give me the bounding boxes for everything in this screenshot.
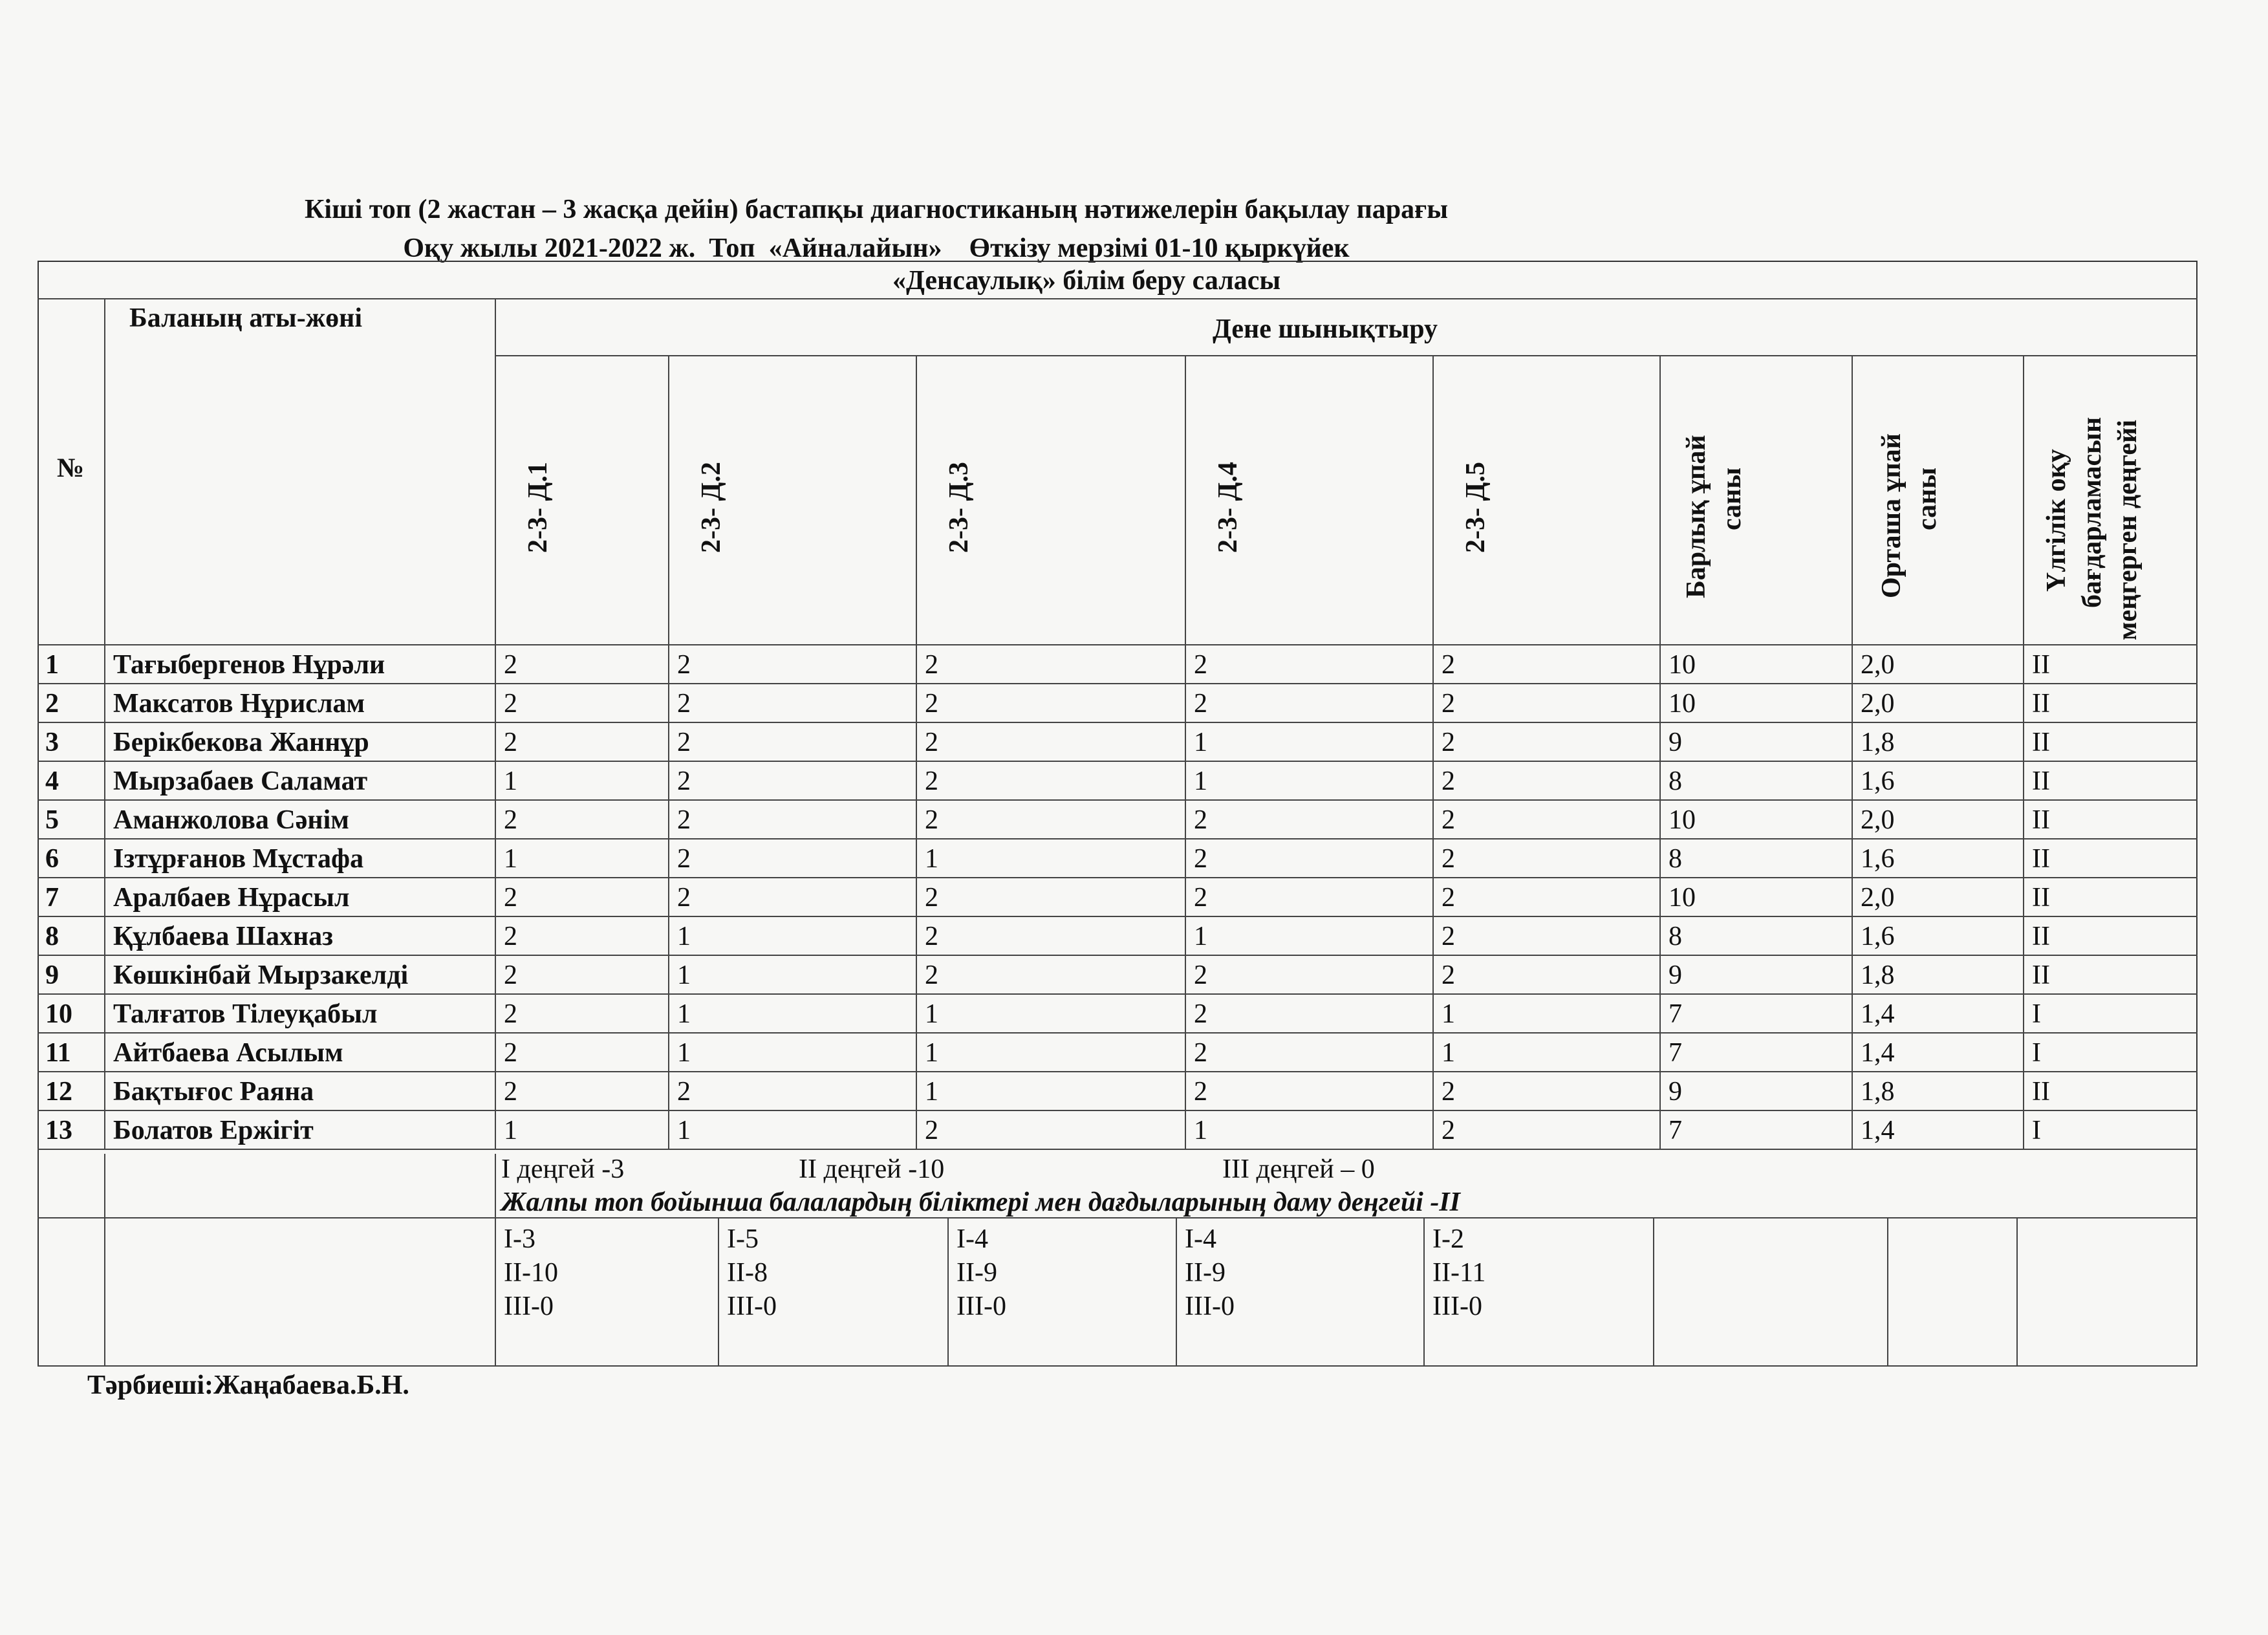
score-d2-cell [669,684,917,723]
avg-score: 1,8 [1861,728,1895,757]
score-d4: 1 [1194,1116,1207,1145]
total-score: 10 [1669,883,1696,913]
mastery-level: II [2032,728,2050,757]
child-name: Максатов Нұрислам [113,689,365,719]
col-level-count: I-4 [956,1224,988,1254]
score-d5-cell [1434,762,1661,801]
score-d2: 1 [677,999,691,1029]
score-d1: 2 [504,728,517,757]
col-level-count: II-9 [956,1258,997,1288]
score-d3: 2 [925,883,938,913]
score-d2-cell [669,917,917,956]
score-d5: 2 [1442,922,1455,951]
avg-score: 1,4 [1861,1116,1895,1145]
mastery-level-cell [2024,1034,2198,1072]
score-d2-cell [669,1111,917,1150]
score-d4: 2 [1194,960,1207,990]
header-level-l1: Үлгілік оқу [2042,449,2071,592]
score-d5: 2 [1442,1077,1455,1107]
avg-score: 1,4 [1861,1038,1895,1068]
header-name-cell [105,299,496,645]
total-score: 7 [1669,1038,1682,1068]
score-d3-cell [917,839,1186,878]
col-level-count: II-11 [1432,1258,1486,1288]
score-d4-cell [1186,878,1434,917]
score-d1-cell [496,956,669,995]
summary-level3: III деңгей – 0 [1222,1154,1375,1184]
row-number: 1 [45,650,59,680]
score-d1: 1 [504,844,517,874]
header-col-3: 2-3- Д.3 [944,462,974,553]
score-d2-cell [669,762,917,801]
row-number: 7 [45,883,59,913]
header-avg-l1: Орташа ұпай [1877,433,1906,598]
row-number: 9 [45,960,59,990]
mastery-level-cell [2024,1072,2198,1111]
col-level-count: II-8 [727,1258,768,1288]
score-d4-cell [1186,956,1434,995]
avg-score: 1,6 [1861,922,1895,951]
score-d1-cell [496,684,669,723]
score-d3: 2 [925,922,938,951]
col-level-count: I-3 [504,1224,535,1254]
total-score: 8 [1669,844,1682,874]
score-d2: 1 [677,1116,691,1145]
score-d4-cell [1186,684,1434,723]
score-d5-cell [1434,1111,1661,1150]
score-d5-cell [1434,645,1661,684]
avg-score: 1,6 [1861,844,1895,874]
col-level-count: III-0 [956,1292,1006,1321]
score-d1-cell [496,801,669,839]
total-score: 9 [1669,1077,1682,1107]
score-d1-cell [496,1072,669,1111]
score-d1-cell [496,723,669,762]
score-d2-cell [669,839,917,878]
score-d3: 2 [925,689,938,719]
score-d3-cell [917,1034,1186,1072]
score-d2-cell [669,995,917,1034]
row-number: 13 [45,1116,72,1145]
total-score-cell [1661,839,1853,878]
total-score: 7 [1669,999,1682,1029]
score-d3: 2 [925,728,938,757]
header-col-2: 2-3- Д.2 [697,462,726,553]
score-d4: 2 [1194,999,1207,1029]
score-d4-cell [1186,723,1434,762]
total-score: 8 [1669,922,1682,951]
score-d1: 1 [504,766,517,796]
score-d1-cell [496,995,669,1034]
col-level-count: II-10 [504,1258,558,1288]
score-d4: 1 [1194,922,1207,951]
score-d5: 2 [1442,766,1455,796]
score-d3: 2 [925,766,938,796]
score-d3-cell [917,1072,1186,1111]
score-d4-cell [1186,1034,1434,1072]
score-d3: 2 [925,805,938,835]
score-d2: 2 [677,728,691,757]
score-d3-cell [917,1111,1186,1150]
score-d3: 1 [925,1077,938,1107]
score-d4-cell [1186,995,1434,1034]
score-d4-cell [1186,801,1434,839]
score-d3-cell [917,801,1186,839]
score-d5-cell [1434,684,1661,723]
header-level-l2: бағдарламасын [2077,417,2107,608]
score-d3-cell [917,956,1186,995]
level-summary-cell [2018,1218,2198,1367]
child-name: Айтбаева Асылым [113,1038,343,1068]
score-d3: 2 [925,650,938,680]
mastery-level-cell [2024,956,2198,995]
mastery-level: II [2032,650,2050,680]
score-d4-cell [1186,1072,1434,1111]
mastery-level: II [2032,1077,2050,1107]
score-d3: 1 [925,844,938,874]
score-d5: 2 [1442,689,1455,719]
level-summary-cell [1888,1218,2018,1367]
child-name: Берікбекова Жаннұр [113,728,369,757]
score-d5: 1 [1442,1038,1455,1068]
score-d1: 2 [504,689,517,719]
col-level-count: III-0 [727,1292,777,1321]
score-d3-cell [917,762,1186,801]
score-d4: 2 [1194,1077,1207,1107]
score-d5: 2 [1442,728,1455,757]
summary-overall: Жалпы топ бойынша балалардың біліктері мен дағдыларының даму деңгейі -II [501,1187,1461,1217]
child-name: Бақтығос Раяна [113,1077,314,1107]
total-score: 10 [1669,805,1696,835]
mastery-level-cell [2024,645,2198,684]
score-d4: 2 [1194,689,1207,719]
score-d4: 2 [1194,650,1207,680]
total-score-cell [1661,1034,1853,1072]
total-score: 7 [1669,1116,1682,1145]
header-col-4: 2-3- Д.4 [1213,462,1243,553]
score-d2-cell [669,723,917,762]
mastery-level-cell [2024,839,2198,878]
header-col-1: 2-3- Д.1 [523,462,553,553]
mastery-level-cell [2024,1111,2198,1150]
child-name: Мырзабаев Саламат [113,766,368,796]
header-col-5: 2-3- Д.5 [1461,462,1491,553]
score-d1: 2 [504,883,517,913]
mastery-level: I [2032,999,2041,1029]
avg-score: 1,8 [1861,960,1895,990]
score-d2-cell [669,801,917,839]
score-d2: 2 [677,1077,691,1107]
score-d2: 2 [677,883,691,913]
summary-num-cell [38,1154,105,1218]
total-score-cell [1661,1072,1853,1111]
row-number: 3 [45,728,59,757]
score-d4: 2 [1194,805,1207,835]
score-d3-cell [917,917,1186,956]
score-d5-cell [1434,1072,1661,1111]
avg-score: 1,4 [1861,999,1895,1029]
title-line-1: Кіші топ (2 жастан – 3 жасқа дейін) бастапқы диагностиканың нәтижелерін бақылау парағы [304,195,1449,224]
mastery-level-cell [2024,878,2198,917]
row-number: 6 [45,844,59,874]
child-name: Тағыбергенов Нұрәли [113,650,385,680]
score-d5-cell [1434,839,1661,878]
score-d3-cell [917,878,1186,917]
score-d4-cell [1186,645,1434,684]
mastery-level: II [2032,689,2050,719]
mastery-level-cell [2024,684,2198,723]
child-name: Көшкінбай Мырзакелді [113,960,409,990]
score-d2: 2 [677,689,691,719]
score-d1: 2 [504,922,517,951]
child-name: Аралбаев Нұрасыл [113,883,350,913]
score-d1: 2 [504,1038,517,1068]
score-d1-cell [496,1034,669,1072]
score-d3: 1 [925,1038,938,1068]
score-d4-cell [1186,839,1434,878]
mastery-level-cell [2024,995,2198,1034]
score-d1: 2 [504,650,517,680]
summary-level2: II деңгей -10 [799,1154,945,1184]
row-number: 10 [45,999,72,1029]
col-level-count: II-9 [1185,1258,1226,1288]
summary-level1: I деңгей -3 [501,1154,625,1184]
row-number: 4 [45,766,59,796]
score-d2: 2 [677,844,691,874]
score-d1-cell [496,762,669,801]
level-summary-cell [105,1218,496,1367]
subject-title: Дене шынықтыру [1213,314,1438,344]
total-score: 9 [1669,728,1682,757]
score-d1: 2 [504,805,517,835]
total-score-cell [1661,723,1853,762]
mastery-level: II [2032,805,2050,835]
total-score: 10 [1669,650,1696,680]
score-d1: 1 [504,1116,517,1145]
score-d1-cell [496,1111,669,1150]
score-d1: 2 [504,1077,517,1107]
row-number: 2 [45,689,59,719]
col-level-count: I-4 [1185,1224,1216,1254]
score-d2: 1 [677,960,691,990]
avg-score: 1,8 [1861,1077,1895,1107]
score-d1: 2 [504,999,517,1029]
mastery-level: I [2032,1038,2041,1068]
score-d4: 1 [1194,766,1207,796]
col-level-count: I-5 [727,1224,759,1254]
total-score-cell [1661,1111,1853,1150]
summary-name-cell [105,1154,496,1218]
score-d4: 2 [1194,844,1207,874]
col-level-count: I-2 [1432,1224,1464,1254]
score-d2-cell [669,878,917,917]
mastery-level: II [2032,844,2050,874]
score-d5: 2 [1442,1116,1455,1145]
total-score-cell [1661,762,1853,801]
row-number: 12 [45,1077,72,1107]
mastery-level-cell [2024,723,2198,762]
score-d4: 2 [1194,1038,1207,1068]
avg-score: 2,0 [1861,650,1895,680]
score-d2-cell [669,956,917,995]
level-summary-cell [38,1218,105,1367]
score-d4: 2 [1194,883,1207,913]
title-line-2: Оқу жылы 2021-2022 ж. Топ «Айналайын» Өткізу мерзімі 01-10 қыркүйек [403,233,1350,263]
row-number: 8 [45,922,59,951]
score-d2: 1 [677,1038,691,1068]
score-d4-cell [1186,762,1434,801]
avg-score: 2,0 [1861,689,1895,719]
score-d5-cell [1434,956,1661,995]
score-d1-cell [496,645,669,684]
score-d2-cell [669,1034,917,1072]
total-score-cell [1661,917,1853,956]
score-d5-cell [1434,878,1661,917]
score-d4: 1 [1194,728,1207,757]
header-num: № [57,453,85,483]
score-d3: 1 [925,999,938,1029]
score-d5-cell [1434,1034,1661,1072]
header-total-l1: Барлық ұпай [1681,435,1711,598]
score-d1: 2 [504,960,517,990]
score-d3: 2 [925,1116,938,1145]
score-d2: 2 [677,650,691,680]
area-title: «Денсаулық» білім беру саласы [892,266,1281,296]
score-d1-cell [496,839,669,878]
avg-score: 1,6 [1861,766,1895,796]
score-d5: 1 [1442,999,1455,1029]
total-score-cell [1661,995,1853,1034]
mastery-level-cell [2024,762,2198,801]
child-name: Аманжолова Сәнім [113,805,349,835]
score-d3-cell [917,723,1186,762]
score-d5: 2 [1442,844,1455,874]
score-d5: 2 [1442,805,1455,835]
score-d5: 2 [1442,650,1455,680]
mastery-level-cell [2024,917,2198,956]
score-d4-cell [1186,917,1434,956]
score-d1-cell [496,917,669,956]
score-d3-cell [917,684,1186,723]
score-d5-cell [1434,917,1661,956]
score-d5-cell [1434,801,1661,839]
mastery-level: I [2032,1116,2041,1145]
score-d5-cell [1434,723,1661,762]
col-level-count: III-0 [504,1292,554,1321]
level-summary-cell [1654,1218,1888,1367]
mastery-level: II [2032,960,2050,990]
score-d3-cell [917,995,1186,1034]
child-name: Болатов Ержігіт [113,1116,314,1145]
total-score-cell [1661,956,1853,995]
score-d2: 2 [677,766,691,796]
score-d1-cell [496,878,669,917]
col-level-count: III-0 [1185,1292,1235,1321]
score-d3-cell [917,645,1186,684]
mastery-level: II [2032,883,2050,913]
mastery-level: II [2032,766,2050,796]
score-d2: 1 [677,922,691,951]
score-d3: 2 [925,960,938,990]
total-score: 9 [1669,960,1682,990]
mastery-level-cell [2024,801,2198,839]
avg-score: 2,0 [1861,883,1895,913]
col-level-count: III-0 [1432,1292,1482,1321]
header-level-l3: меңгерген деңгейі [2113,420,2143,640]
score-d5: 2 [1442,883,1455,913]
score-d2: 2 [677,805,691,835]
score-d5-cell [1434,995,1661,1034]
avg-score: 2,0 [1861,805,1895,835]
child-name: Талғатов Тілеуқабыл [113,999,378,1029]
child-name: Құлбаева Шахназ [113,922,334,951]
header-total-l2: саны [1717,467,1747,530]
header-name: Баланың аты-жөні [129,303,363,333]
mastery-level: II [2032,922,2050,951]
teacher-signature: Тәрбиеші:Жаңабаева.Б.Н. [87,1370,409,1400]
total-score: 10 [1669,689,1696,719]
score-d2-cell [669,1072,917,1111]
row-number: 5 [45,805,59,835]
score-d4-cell [1186,1111,1434,1150]
total-score: 8 [1669,766,1682,796]
header-avg-l2: саны [1912,467,1942,530]
child-name: Ізтұрғанов Мұстафа [113,844,364,874]
row-number: 11 [45,1038,71,1068]
score-d5: 2 [1442,960,1455,990]
score-d2-cell [669,645,917,684]
